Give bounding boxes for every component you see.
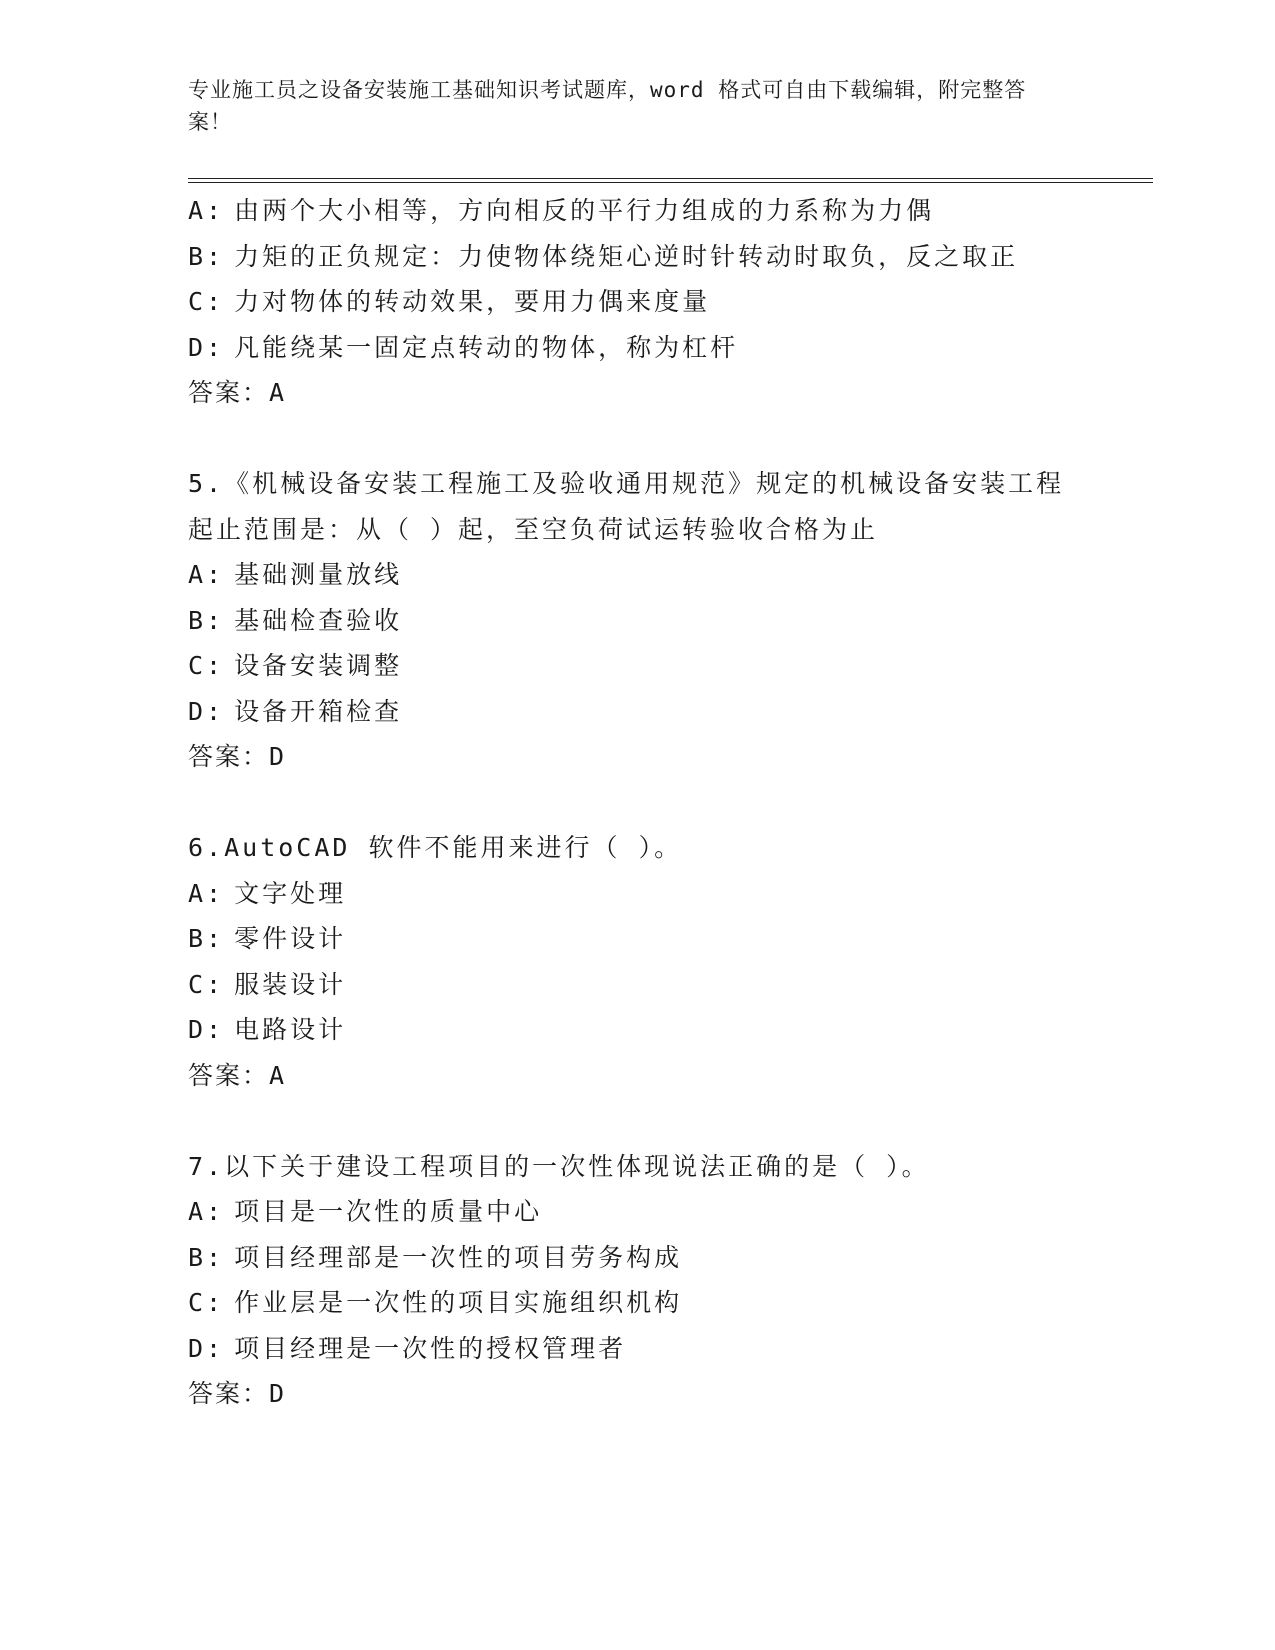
spacer — [188, 1098, 1088, 1144]
option-text: 项目经理是一次性的授权管理者 — [234, 1333, 627, 1363]
option-text: 基础测量放线 — [234, 560, 403, 589]
answer-line — [188, 1053, 1088, 1099]
spacer — [188, 780, 1088, 826]
option-letter: A: — [188, 560, 225, 589]
option-letter: A: — [188, 196, 225, 225]
option-letter: D: — [188, 1015, 225, 1044]
option-b — [188, 916, 1088, 962]
question-list — [188, 188, 1088, 1417]
option-text: 项目经理部是一次性的项目劳务构成 — [234, 1242, 683, 1272]
option-text: 由两个大小相等，方向相反的平行力组成的力系称为力偶 — [234, 196, 935, 225]
option-letter: D: — [188, 696, 225, 726]
option-b — [188, 1235, 1088, 1281]
option-letter: B: — [188, 605, 225, 635]
option-text: 设备安装调整 — [234, 651, 403, 680]
option-d — [188, 325, 1088, 371]
option-text: 凡能绕某一固定点转动的物体，称为杠杆 — [234, 332, 739, 362]
option-letter: C: — [188, 1288, 225, 1317]
option-a — [188, 871, 1088, 917]
document-header: 专业施工员之设备安装施工基础知识考试题库，word 格式可自由下载编辑，附完整答案！ — [188, 78, 1027, 134]
option-a — [188, 188, 1088, 234]
option-letter: B: — [188, 1242, 225, 1272]
answer-label: 答案： — [188, 1060, 270, 1090]
option-a — [188, 1189, 1088, 1235]
question-block — [188, 188, 1088, 416]
option-text: 零件设计 — [234, 924, 347, 953]
answer-line — [188, 370, 1088, 416]
option-text: 电路设计 — [234, 1015, 347, 1044]
answer-value: A — [269, 378, 287, 407]
answer-label: 答案： — [188, 378, 270, 407]
option-c — [188, 1280, 1088, 1326]
answer-label: 答案： — [188, 1379, 270, 1408]
header-divider — [188, 178, 1153, 183]
option-b — [188, 234, 1088, 280]
option-letter: B: — [188, 241, 225, 271]
option-text: 力对物体的转动效果，要用力偶来度量 — [234, 287, 711, 316]
option-letter: C: — [188, 287, 225, 316]
option-d — [188, 689, 1088, 735]
option-letter: B: — [188, 924, 225, 953]
option-text: 基础检查验收 — [234, 605, 403, 635]
option-a — [188, 552, 1088, 598]
answer-label: 答案： — [188, 742, 270, 771]
option-letter: C: — [188, 969, 225, 999]
spacer — [188, 416, 1088, 462]
option-text: 项目是一次性的质量中心 — [234, 1197, 543, 1226]
option-text: 服装设计 — [234, 969, 347, 999]
option-c — [188, 279, 1088, 325]
option-c — [188, 962, 1088, 1008]
option-letter: D: — [188, 332, 225, 362]
option-letter: A: — [188, 1197, 225, 1226]
option-d — [188, 1007, 1088, 1053]
answer-value: D — [269, 742, 287, 771]
option-letter: D: — [188, 1333, 225, 1363]
option-letter: C: — [188, 651, 225, 680]
answer-value: D — [269, 1379, 287, 1408]
question-stem: 5.《机械设备安装工程施工及验收通用规范》规定的机械设备安装工程起止范围是：从（ ）起，至空负荷试运转验收合格为止 — [188, 469, 1065, 544]
answer-value: A — [269, 1060, 287, 1090]
question-stem: 7.以下关于建设工程项目的一次性体现说法正确的是（ ）。 — [188, 1151, 930, 1181]
option-d — [188, 1326, 1088, 1372]
option-text: 力矩的正负规定：力使物体绕矩心逆时针转动时取负，反之取正 — [234, 241, 1019, 271]
option-letter: A: — [188, 878, 225, 908]
question-stem: 6.AutoCAD 软件不能用来进行（ ）。 — [188, 833, 683, 862]
option-c — [188, 643, 1088, 689]
question-block — [188, 825, 1088, 1098]
option-b — [188, 598, 1088, 644]
question-block — [188, 461, 1088, 780]
answer-line — [188, 1371, 1088, 1417]
option-text: 作业层是一次性的项目实施组织机构 — [234, 1288, 683, 1317]
question-block — [188, 1144, 1088, 1417]
option-text: 设备开箱检查 — [234, 696, 403, 726]
option-text: 文字处理 — [234, 878, 347, 908]
answer-line — [188, 734, 1088, 780]
